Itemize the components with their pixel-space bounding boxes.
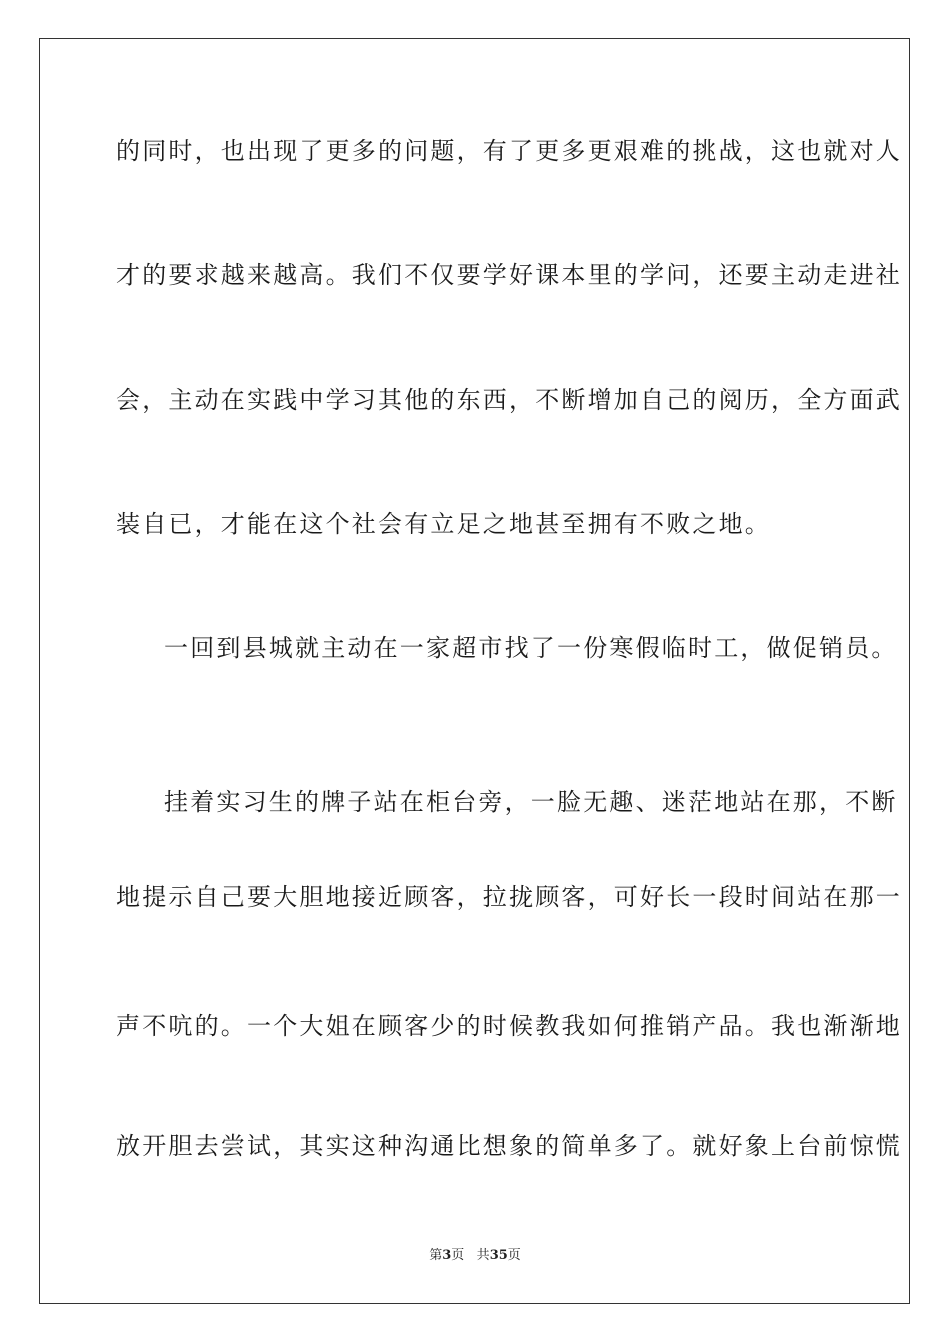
text-line: 声不吭的。一个大姐在顾客少的时候教我如何推销产品。我也渐渐地 — [116, 1012, 902, 1040]
text-line: 装自已，才能在这个社会有立足之地甚至拥有不败之地。 — [116, 510, 771, 538]
current-page-number: 3 — [442, 1248, 452, 1263]
text-line: 的同时，也出现了更多的问题，有了更多更艰难的挑战，这也就对人 — [116, 137, 902, 165]
footer-total-suffix: 页 — [507, 1248, 521, 1263]
total-page-count: 35 — [489, 1248, 508, 1263]
page-footer — [0, 1247, 950, 1265]
text-line: 一回到县城就主动在一家超市找了一份寒假临时工，做促销员。 — [164, 634, 898, 662]
text-line: 放开胆去尝试，其实这种沟通比想象的简单多了。就好象上台前惊慌 — [116, 1132, 902, 1160]
footer-prefix: 第 — [429, 1248, 443, 1263]
footer-page-suffix: 页 — [451, 1248, 465, 1263]
text-line: 地提示自己要大胆地接近顾客，拉拢顾客，可好长一段时间站在那一 — [116, 883, 902, 911]
text-line: 才的要求越来越高。我们不仅要学好课本里的学问，还要主动走进社 — [116, 261, 902, 289]
footer-total-prefix: 共 — [476, 1248, 490, 1263]
text-line: 挂着实习生的牌子站在柜台旁，一脸无趣、迷茫地站在那，不断 — [164, 788, 898, 816]
page-border — [39, 38, 910, 1304]
text-line: 会，主动在实践中学习其他的东西，不断增加自己的阅历，全方面武 — [116, 386, 902, 414]
